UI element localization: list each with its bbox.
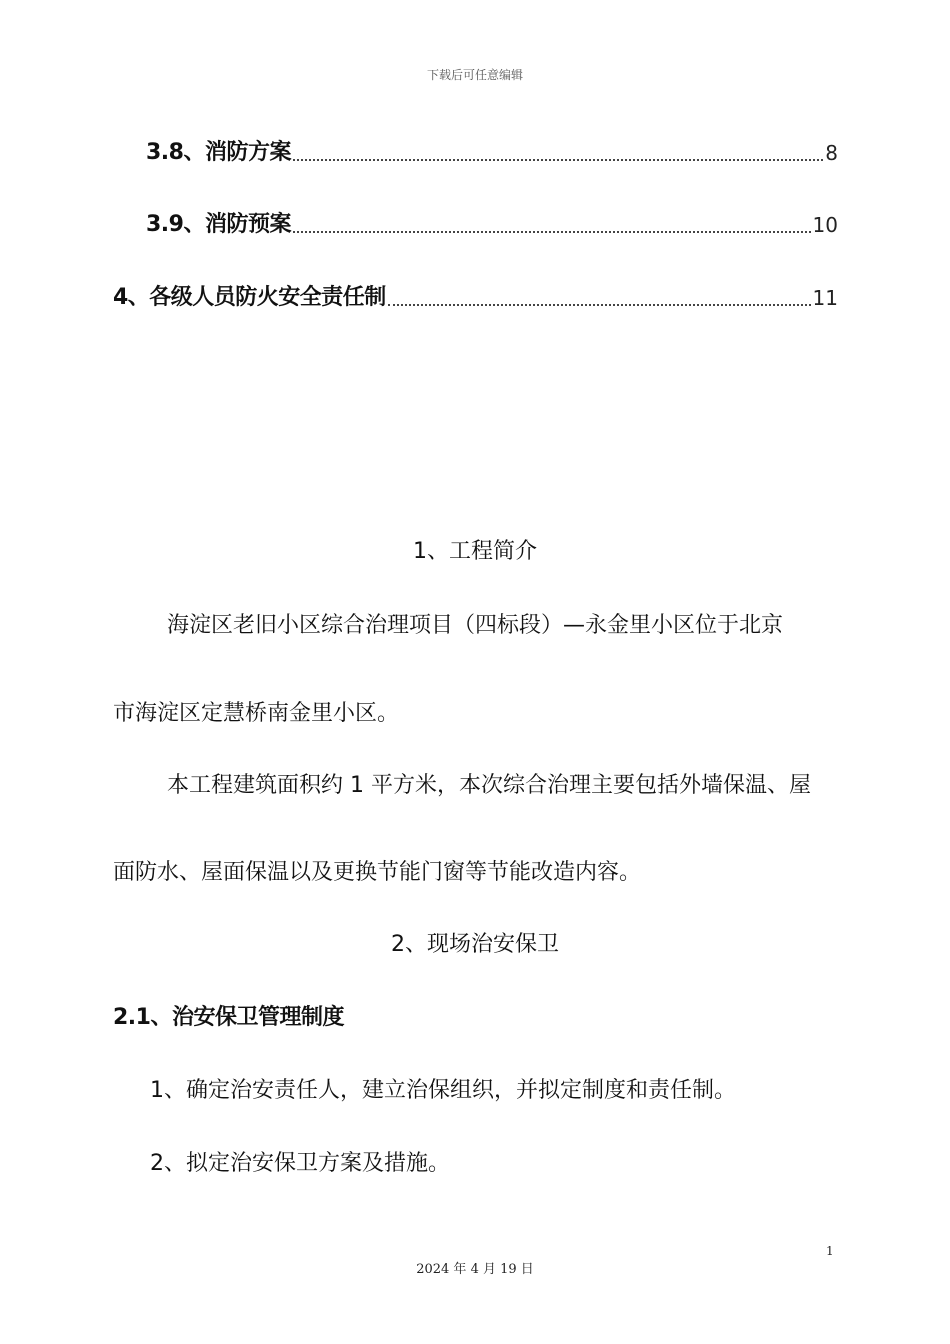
toc-entry-page: 11 — [812, 286, 838, 310]
list-item: 1、确定治安责任人，建立治保组织，并拟定制度和责任制。 — [150, 1078, 736, 1103]
toc-entry-page: 8 — [825, 141, 838, 165]
section-title-site-security: 2、现场治安保卫 — [391, 932, 559, 957]
footer-date: 2024 年 4 月 19 日 — [416, 1262, 534, 1277]
paragraph-line: 市海淀区定慧桥南金里小区。 — [113, 701, 400, 726]
toc-entry-label: 3.9、消防预案 — [146, 212, 291, 237]
section-title-project-overview: 1、工程简介 — [413, 539, 537, 564]
paragraph-line: 本工程建筑面积约 1 平方米，本次综合治理主要包括外墙保温、屋 — [167, 773, 811, 798]
toc-leader-dots — [388, 304, 811, 306]
header-note: 下载后可任意编辑 — [426, 68, 523, 82]
list-item: 2、拟定治安保卫方案及措施。 — [150, 1151, 450, 1176]
toc-leader-dots — [293, 231, 811, 233]
toc-entry-page: 10 — [812, 213, 838, 237]
toc-leader-dots — [293, 159, 823, 161]
toc-entry-4[interactable] — [113, 279, 838, 313]
paragraph-line: 海淀区老旧小区综合治理项目（四标段）—永金里小区位于北京 — [167, 613, 784, 638]
toc-entry-3-8[interactable] — [146, 134, 838, 168]
toc-entry-label: 3.8、消防方案 — [146, 140, 291, 165]
toc-entry-3-9[interactable] — [146, 206, 838, 240]
subsection-title-security-management: 2.1、治安保卫管理制度 — [113, 1005, 344, 1030]
page-number: 1 — [826, 1244, 834, 1258]
paragraph-line: 面防水、屋面保温以及更换节能门窗等节能改造内容。 — [113, 860, 642, 885]
toc-entry-label: 4、各级人员防火安全责任制 — [113, 285, 386, 310]
